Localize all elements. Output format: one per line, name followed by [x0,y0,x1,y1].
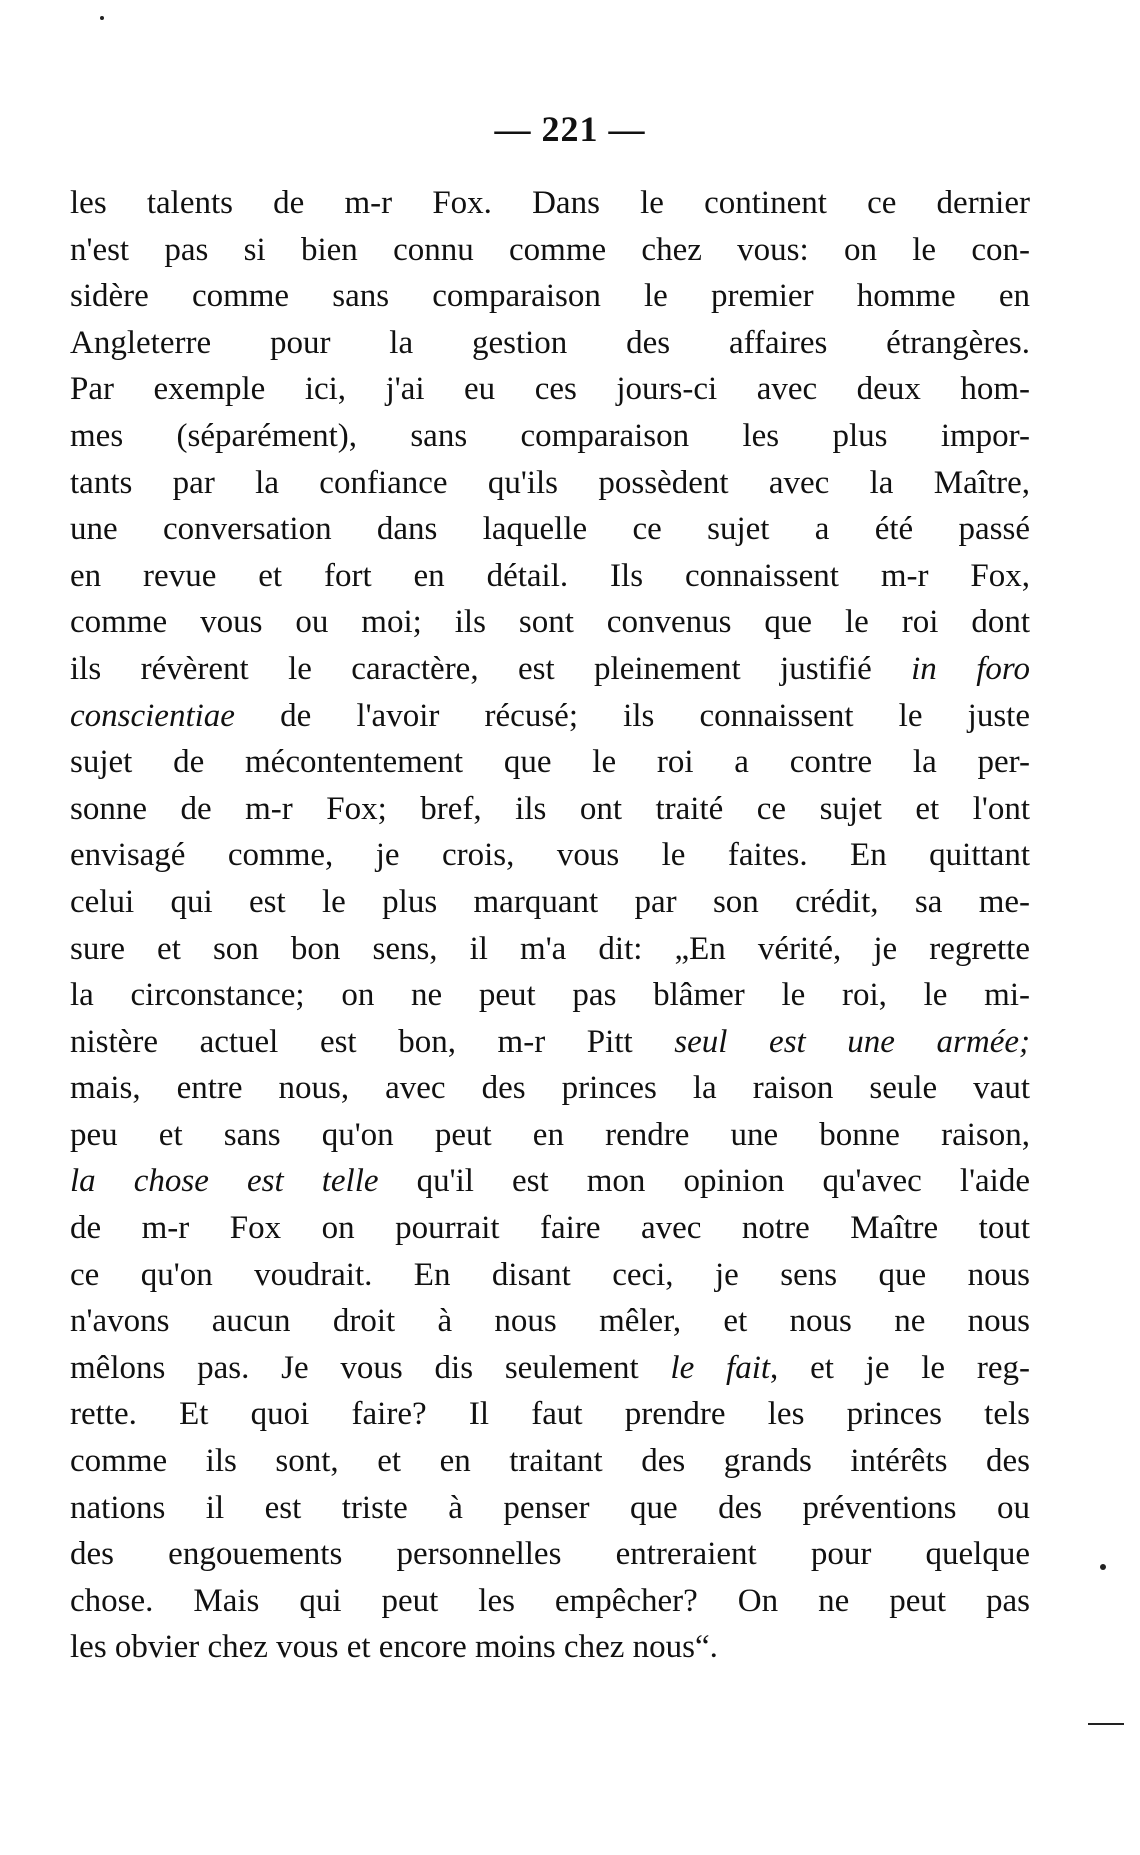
text-line: une conversation dans laquelle ce sujet a été passé [70,511,1030,548]
text-line: mêlons pas. Je vous dis seulement le fait, et je le reg- [70,1349,1030,1386]
text-line: conscientiae de l'avoir récusé; ils connaissent le juste [70,697,1030,734]
italic-phrase: la chose est telle [70,1163,379,1200]
text-line: ce qu'on voudrait. En disant ceci, je sens que nous [70,1256,1030,1293]
text-line: les talents de m-r Fox. Dans le continent ce dernier [70,185,1030,221]
text-line: sure et son bon sens, il m'a dit: „En vérité, je regrette [70,930,1030,967]
italic-phrase: conscientiae [70,697,235,734]
text-line: des engouements personnelles entreraient pour quelque [70,1536,1030,1573]
italic-phrase: in foro [911,650,1030,687]
text-line: Angleterre pour la gestion des affaires étrangères. [70,324,1030,361]
text-line: la circonstance; on ne peut pas blâmer le roi, le mi- [70,977,1030,1014]
text-line: mes (séparément), sans comparaison les plus impor- [70,417,1030,454]
text-line: n'est pas si bien connu comme chez vous: on le con- [70,231,1030,268]
text-line: la chose est telle qu'il est mon opinion qu'avec l'aide [70,1163,1030,1200]
scan-speck [1100,1564,1106,1570]
text-line: nations il est triste à penser que des préventions ou [70,1489,1030,1526]
text-line: Par exemple ici, j'ai eu ces jours-ci avec deux hom- [70,371,1030,408]
text-line: rette. Et quoi faire? Il faut prendre les princes tels [70,1396,1030,1433]
scan-speck [100,16,104,20]
text-line: sujet de mécontentement que le roi a contre la per- [70,744,1030,781]
text-line: n'avons aucun droit à nous mêler, et nous ne nous [70,1303,1030,1340]
page-number: — 221 — [494,109,646,149]
text-line: envisagé comme, je crois, vous le faites. En quittant [70,837,1030,874]
body-text [70,180,1030,1671]
text-line: chose. Mais qui peut les empêcher? On ne peut pas [70,1582,1030,1619]
text-line: ils révèrent le caractère, est pleinement justifié in foro [70,650,1030,687]
italic-phrase: le fait [670,1349,771,1386]
text-line: mais, entre nous, avec des princes la raison seule vaut [70,1070,1030,1107]
text-line: les obvier chez vous et encore moins chez nous“. [70,1629,718,1666]
text-line: comme ils sont, et en traitant des grands intérêts des [70,1443,1030,1480]
text-line: nistère actuel est bon, m-r Pitt seul est une armée; [70,1023,1031,1060]
text-line: de m-r Fox on pourrait faire avec notre Maître tout [70,1210,1030,1247]
text-line: en revue et fort en détail. Ils connaissent m-r Fox, [70,557,1030,594]
text-line: sonne de m-r Fox; bref, ils ont traité ce sujet et l'ont [70,790,1030,827]
text-line: tants par la confiance qu'ils possèdent avec la Maître, [70,464,1030,501]
text-line: peu et sans qu'on peut en rendre une bonne raison, [70,1116,1030,1153]
margin-mark [1088,1723,1124,1725]
text-line: celui qui est le plus marquant par son crédit, sa me- [70,883,1030,920]
italic-phrase: seul est une armée; [674,1023,1031,1060]
text-line: sidère comme sans comparaison le premier homme en [70,278,1030,315]
text-line: comme vous ou moi; ils sont convenus que le roi dont [70,604,1030,641]
